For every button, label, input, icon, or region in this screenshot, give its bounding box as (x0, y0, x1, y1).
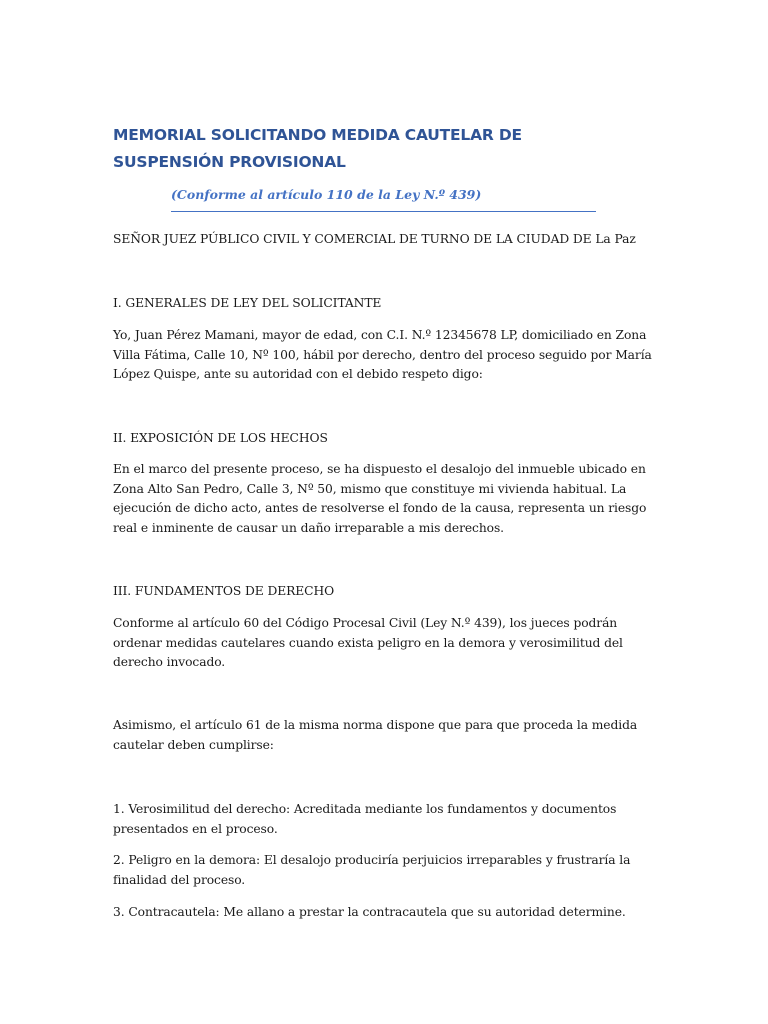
section-heading-hechos: II. EXPOSICIÓN DE LOS HECHOS (113, 431, 328, 445)
addressee-line: SEÑOR JUEZ PÚBLICO CIVIL Y COMERCIAL DE TURNO DE LA CIUDAD DE La Paz (113, 232, 636, 246)
list-item-verosimilitud: 1. Verosimilitud del derecho: Acreditada mediante los fundamentos y documentos presentados en el proceso. (113, 802, 617, 836)
document-title: MEMORIAL SOLICITANDO MEDIDA CAUTELAR DE SUSPENSIÓN PROVISIONAL (113, 126, 522, 171)
paragraph-hechos: En el marco del presente proceso, se ha dispuesto el desalojo del inmueble ubicado en Zona Alto San Pedro, Calle 3, Nº 50, mismo que constituye mi vivienda habitual. La ejecución de dicho acto, antes de resolverse el fondo de la causa, representa un riesgo real e inminente de causar un daño irreparable a mis derechos. (113, 462, 647, 535)
list-item-peligro: 2. Peligro en la demora: El desalojo produciría perjuicios irreparables y frustraría la finalidad del proceso. (113, 853, 631, 887)
section-heading-fundamentos: III. FUNDAMENTOS DE DERECHO (113, 584, 335, 598)
paragraph-fundamentos-2: Asimismo, el artículo 61 de la misma norma dispone que para que proceda la medida cautelar deben cumplirse: (113, 718, 638, 752)
paragraph-generales: Yo, Juan Pérez Mamani, mayor de edad, con C.I. N.º 12345678 LP, domiciliado en Zona Villa Fátima, Calle 10, Nº 100, hábil por derecho, dentro del proceso seguido por María López Quispe, ante su autoridad con el debido respeto digo: (113, 328, 652, 381)
list-item-contracautela: 3. Contracautela: Me allano a prestar la contracautela que su autoridad determine. (113, 905, 626, 919)
section-heading-generales: I. GENERALES DE LEY DEL SOLICITANTE (113, 296, 382, 310)
paragraph-fundamentos-1: Conforme al artículo 60 del Código Procesal Civil (Ley N.º 439), los jueces podrán ordenar medidas cautelares cuando exista peligro en la demora y verosimilitud del derecho invocado. (113, 616, 623, 669)
document-subtitle: (Conforme al artículo 110 de la Ley N.º 439) (171, 185, 596, 212)
document-page (113, 0, 658, 1024)
